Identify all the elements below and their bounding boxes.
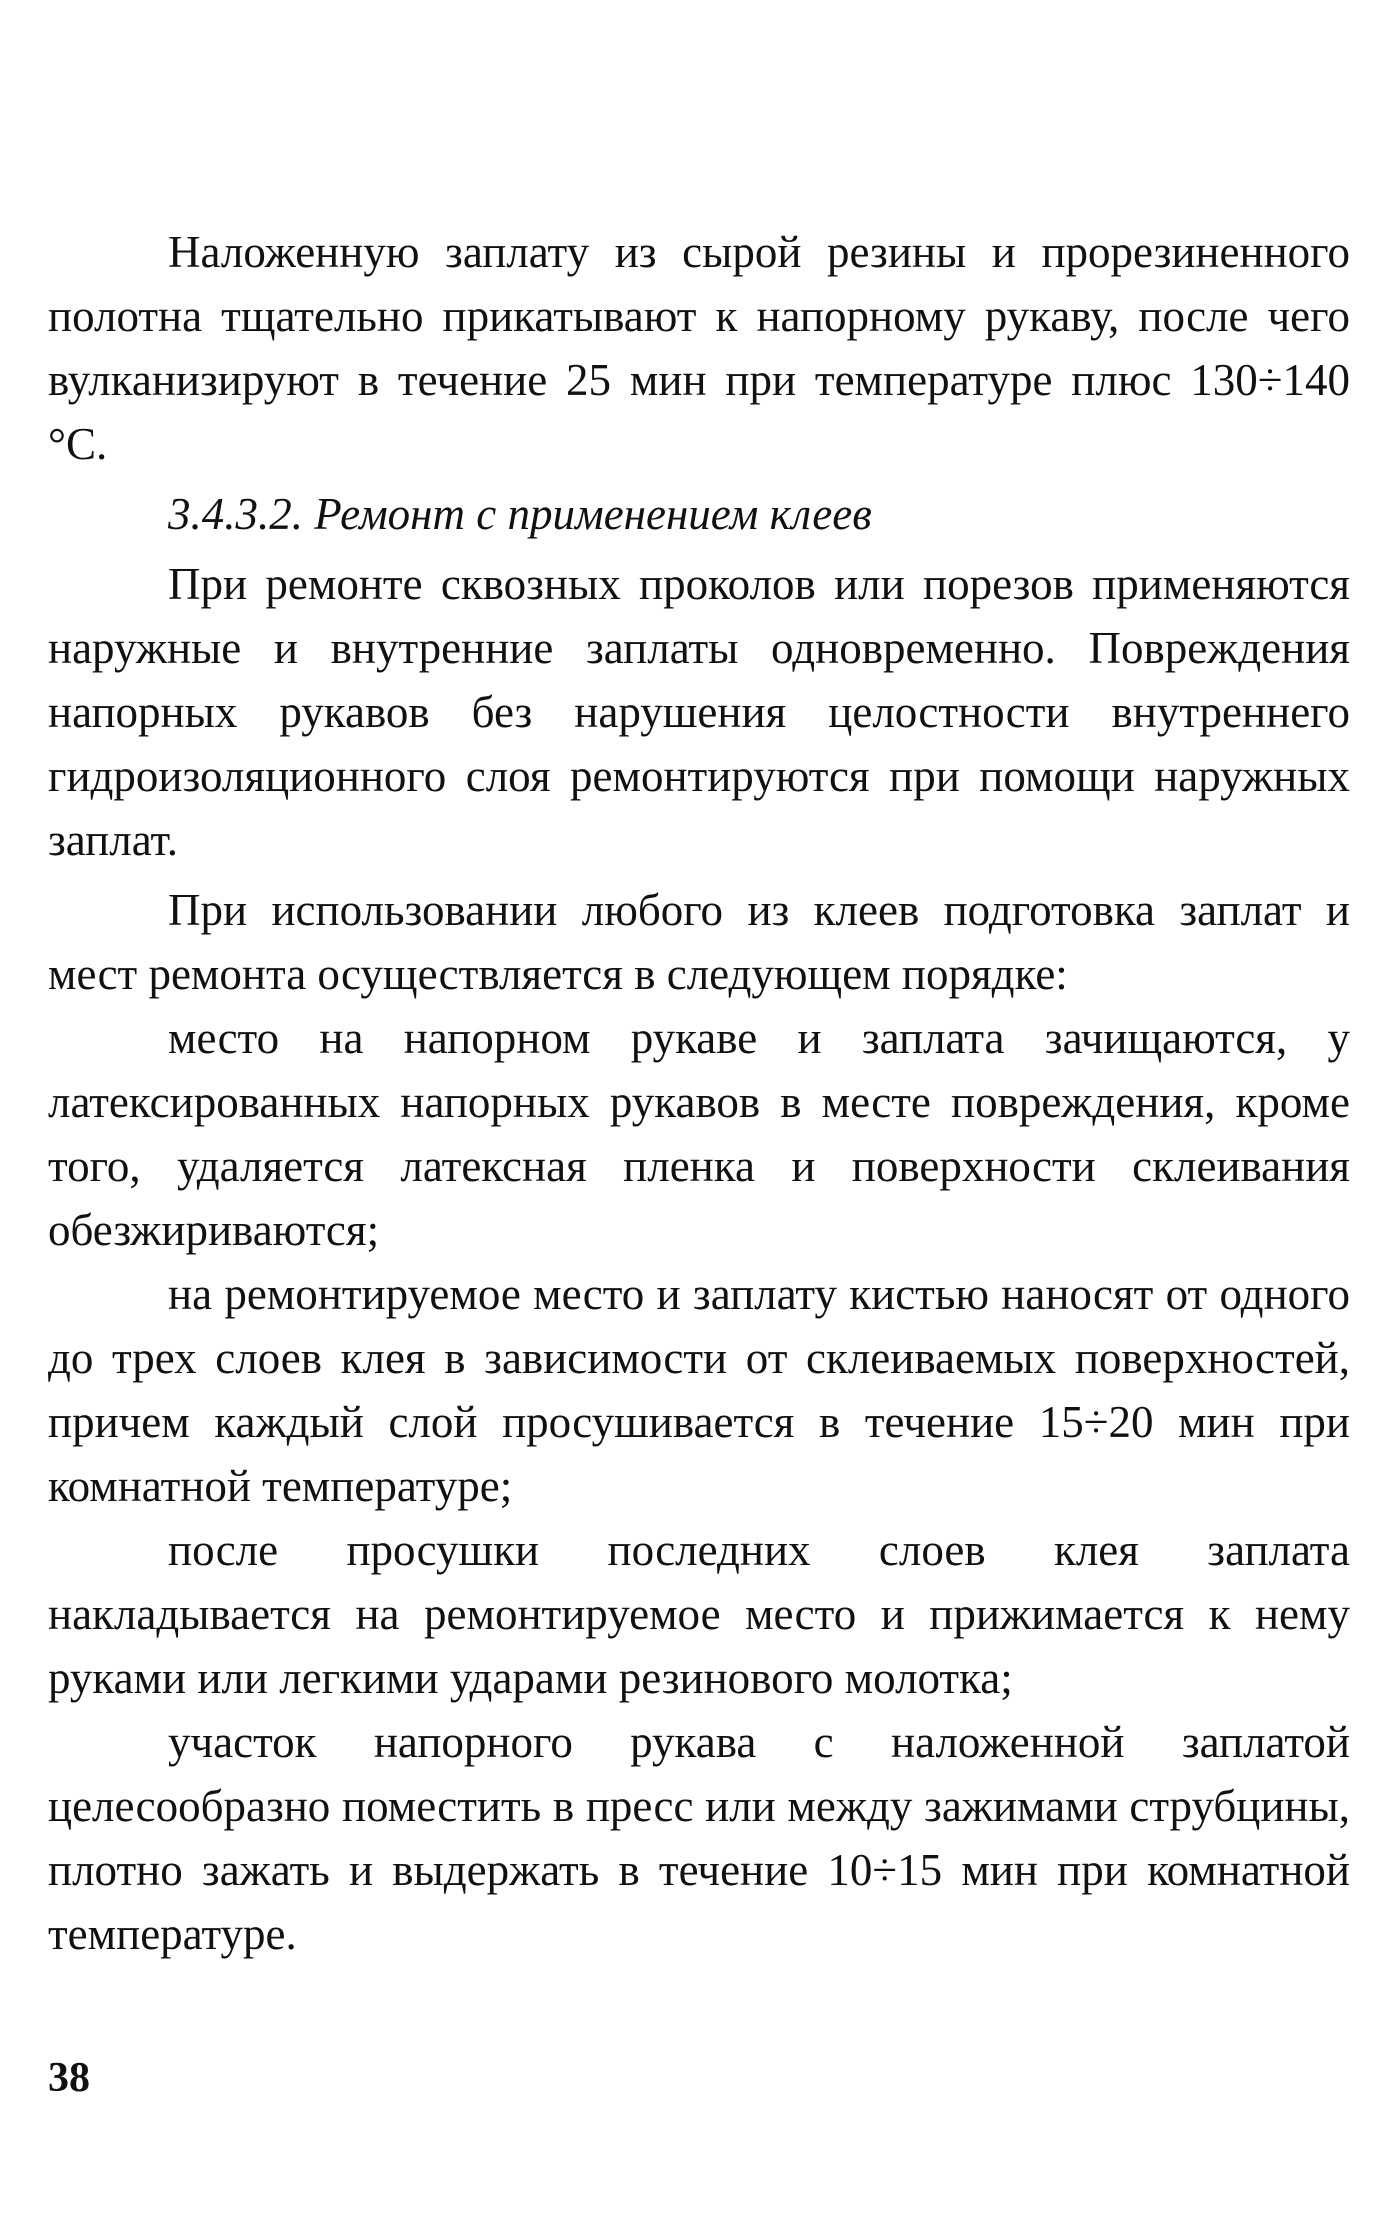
list-item-glue-application: на ремонтируемое место и заплату кистью наносят от одного до трех слоев клея в зависимости от склеиваемых поверхностей, причем каждый слой просушивается в течение 15÷20 мин при комнатной температуре; xyxy=(48,1269,1350,1511)
page-number: 38 xyxy=(48,2055,90,2101)
body-text xyxy=(48,220,1350,1966)
paragraph-vulcanization: Наложенную заплату из сырой резины и прорезиненного полотна тщательно прикатывают к напорному рукаву, после чего вулканизируют в течение 25 мин при температуре плюс 130÷140 °С. xyxy=(48,227,1350,469)
list-item-clamping: участок напорного рукава с наложенной заплатой целесообразно поместить в пресс или между зажимами струбцины, плотно зажать и выдержать в течение 10÷15 мин при комнатной температуре. xyxy=(48,1717,1350,1959)
paragraph-patches: При ремонте сквозных проколов или порезов применяются наружные и внутренние заплаты одновременно. Повреждения напорных рукавов без нарушения целостности внутреннего гидроизоляционного слоя ремонтируются при помощи наружных заплат. xyxy=(48,559,1350,865)
paragraph-preparation-order: При использовании любого из клеев подготовка заплат и мест ремонта осуществляется в следующем порядке: xyxy=(48,885,1350,999)
list-item-patch-placement: после просушки последних слоев клея заплата накладывается на ремонтируемое место и прижимается к нему руками или легкими ударами резинового молотка; xyxy=(48,1525,1350,1703)
list-item-cleaning: место на напорном рукаве и заплата зачищаются, у латексированных напорных рукавов в месте повреждения, кроме того, удаляется латексная пленка и поверхности склеивания обезжириваются; xyxy=(48,1013,1350,1255)
section-heading: 3.4.3.2. Ремонт с применением клеев xyxy=(168,489,872,539)
